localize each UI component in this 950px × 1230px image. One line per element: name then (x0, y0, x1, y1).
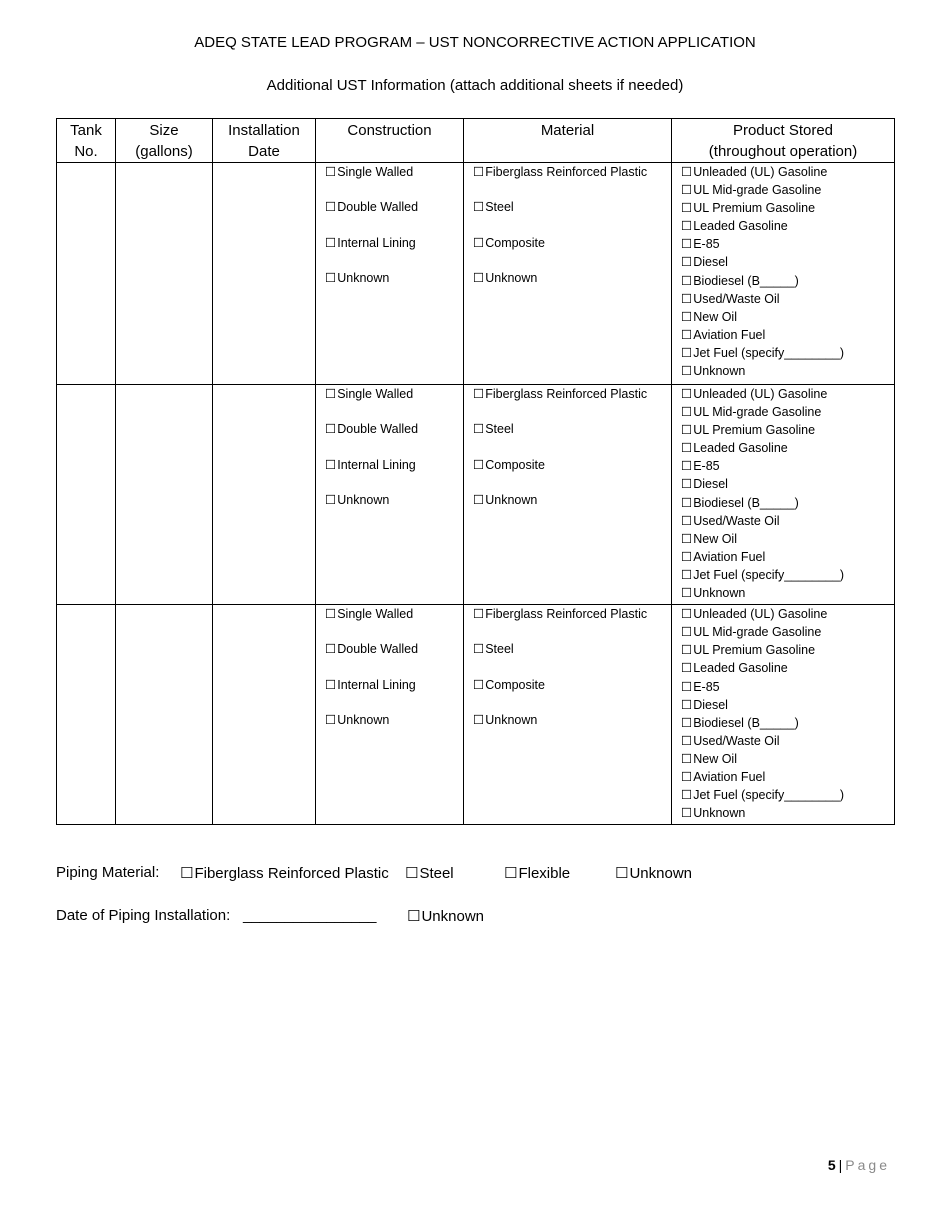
checkbox-icon: ☐ (681, 643, 693, 658)
checkbox-icon: ☐ (681, 607, 693, 622)
product-option[interactable]: ☐New Oil (681, 309, 737, 324)
header-size: Size (gallons) (116, 119, 213, 163)
checkbox-icon: ☐ (681, 697, 693, 712)
document-title: ADEQ STATE LEAD PROGRAM – UST NONCORRECTIVE ACTION APPLICATION (194, 34, 756, 51)
checkbox-icon: ☐ (473, 235, 485, 250)
material-option[interactable]: ☐Fiberglass Reinforced Plastic (473, 607, 648, 622)
product-option[interactable]: ☐New Oil (681, 751, 737, 766)
construction-cell (316, 385, 464, 605)
product-option[interactable]: ☐Used/Waste Oil (681, 291, 780, 306)
header-installation-date: Installation Date (213, 119, 316, 163)
product-option[interactable]: ☐Unleaded (UL) Gasoline (681, 165, 828, 179)
material-option[interactable]: ☐Steel (473, 642, 514, 657)
header-construction: Construction (316, 119, 464, 163)
construction-option[interactable]: ☐Unknown (325, 270, 390, 285)
product-option[interactable]: ☐Unknown (681, 364, 746, 379)
material-cell (464, 385, 672, 605)
construction-option[interactable]: ☐Single Walled (325, 387, 414, 401)
checkbox-icon: ☐ (681, 183, 693, 198)
product-option[interactable]: ☐Biodiesel (B_____) (681, 715, 799, 730)
product-option[interactable]: ☐Biodiesel (B_____) (681, 495, 799, 510)
checkbox-icon: ☐ (504, 865, 518, 882)
material-option[interactable]: ☐Fiberglass Reinforced Plastic (473, 387, 648, 401)
product-option[interactable]: ☐UL Premium Gasoline (681, 201, 816, 216)
construction-option[interactable]: ☐Double Walled (325, 422, 419, 437)
checkbox-icon: ☐ (681, 715, 693, 730)
header-material: Material (464, 119, 672, 163)
checkbox-icon: ☐ (473, 607, 485, 622)
product-option[interactable]: ☐UL Premium Gasoline (681, 643, 816, 658)
size-cell[interactable] (116, 385, 213, 605)
checkbox-icon: ☐ (681, 531, 693, 546)
material-option[interactable]: ☐Composite (473, 235, 545, 250)
piping-material-label: Piping Material: (56, 864, 160, 881)
checkbox-icon: ☐ (180, 865, 194, 882)
checkbox-icon: ☐ (473, 713, 485, 728)
construction-cell (316, 163, 464, 385)
product-option[interactable]: ☐Aviation Fuel (681, 327, 766, 342)
checkbox-icon: ☐ (325, 642, 337, 657)
product-option[interactable]: ☐Jet Fuel (specify________) (681, 345, 844, 360)
table-row (57, 385, 895, 605)
header-product-stored: Product Stored (throughout operation) (672, 119, 895, 163)
construction-cell (316, 605, 464, 825)
checkbox-icon: ☐ (473, 270, 485, 285)
piping-option-steel[interactable]: ☐Steel (405, 865, 454, 882)
checkbox-icon: ☐ (681, 423, 693, 438)
checkbox-icon: ☐ (681, 567, 693, 582)
construction-option[interactable]: ☐Single Walled (325, 607, 414, 622)
checkbox-icon: ☐ (325, 607, 337, 622)
tank-no-cell[interactable] (57, 163, 116, 385)
checkbox-icon: ☐ (681, 219, 693, 234)
material-option[interactable]: ☐Steel (473, 200, 514, 215)
checkbox-icon: ☐ (681, 405, 693, 420)
installation-date-cell[interactable] (213, 385, 316, 605)
page-word: Page (845, 1157, 890, 1173)
checkbox-icon: ☐ (681, 549, 693, 564)
product-option[interactable]: ☐Biodiesel (B_____) (681, 273, 799, 288)
checkbox-icon: ☐ (681, 345, 693, 360)
installation-date-cell[interactable] (213, 605, 316, 825)
checkbox-icon: ☐ (473, 457, 485, 472)
checkbox-icon: ☐ (681, 273, 693, 288)
checkbox-icon: ☐ (681, 495, 693, 510)
checkbox-icon: ☐ (325, 200, 337, 215)
checkbox-icon: ☐ (681, 477, 693, 492)
construction-option[interactable]: ☐Internal Lining (325, 457, 416, 472)
product-option[interactable]: ☐Unleaded (UL) Gasoline (681, 607, 828, 622)
checkbox-icon: ☐ (681, 387, 693, 401)
checkbox-icon: ☐ (473, 677, 485, 692)
construction-option[interactable]: ☐Single Walled (325, 165, 414, 179)
material-cell (464, 163, 672, 385)
checkbox-icon: ☐ (325, 270, 337, 285)
checkbox-icon: ☐ (473, 387, 485, 401)
product-option[interactable]: ☐E-85 (681, 237, 720, 252)
product-option[interactable]: ☐Used/Waste Oil (681, 513, 780, 528)
product-option[interactable]: ☐Leaded Gasoline (681, 441, 788, 456)
checkbox-icon: ☐ (473, 492, 485, 507)
material-option[interactable]: ☐Steel (473, 422, 514, 437)
checkbox-icon: ☐ (681, 788, 693, 803)
product-option[interactable]: ☐Diesel (681, 477, 728, 492)
checkbox-icon: ☐ (473, 422, 485, 437)
page-number: 5 (827, 1157, 836, 1173)
product-stored-cell (672, 385, 895, 605)
checkbox-icon: ☐ (681, 291, 693, 306)
piping-option-unknown[interactable]: ☐Unknown (615, 865, 692, 882)
product-option[interactable]: ☐New Oil (681, 531, 737, 546)
header-tank-no: Tank No. (57, 119, 116, 163)
construction-option[interactable]: ☐Unknown (325, 713, 390, 728)
material-option[interactable]: ☐Composite (473, 457, 545, 472)
product-option[interactable]: ☐Jet Fuel (specify________) (681, 567, 844, 582)
checkbox-icon: ☐ (681, 661, 693, 676)
checkbox-icon: ☐ (681, 165, 693, 179)
checkbox-icon: ☐ (681, 751, 693, 766)
ust-info-table (56, 118, 895, 825)
checkbox-icon: ☐ (473, 642, 485, 657)
product-option[interactable]: ☐Used/Waste Oil (681, 733, 780, 748)
product-option[interactable]: ☐E-85 (681, 679, 720, 694)
product-option[interactable]: ☐Aviation Fuel (681, 549, 766, 564)
piping-date-unknown[interactable]: ☐Unknown (407, 908, 484, 925)
material-option[interactable]: ☐Unknown (473, 270, 538, 285)
product-option[interactable]: ☐E-85 (681, 459, 720, 474)
table-row (57, 605, 895, 825)
checkbox-icon: ☐ (681, 679, 693, 694)
material-cell (464, 605, 672, 825)
product-option[interactable]: ☐UL Mid-grade Gasoline (681, 625, 822, 640)
page-separator: | (838, 1157, 843, 1173)
material-option[interactable]: ☐Unknown (473, 492, 538, 507)
product-option[interactable]: ☐Unknown (681, 806, 746, 821)
checkbox-icon: ☐ (681, 309, 693, 324)
checkbox-icon: ☐ (681, 733, 693, 748)
checkbox-icon: ☐ (325, 235, 337, 250)
product-option[interactable]: ☐Leaded Gasoline (681, 219, 788, 234)
page-number-footer (828, 1157, 890, 1173)
material-option[interactable]: ☐Composite (473, 677, 545, 692)
checkbox-icon: ☐ (681, 625, 693, 640)
document-subtitle: Additional UST Information (attach additional sheets if needed) (266, 77, 684, 94)
checkbox-icon: ☐ (325, 677, 337, 692)
piping-date-field[interactable]: ________________ (243, 907, 377, 924)
tank-no-cell[interactable] (57, 385, 116, 605)
tank-no-cell[interactable] (57, 605, 116, 825)
product-option[interactable]: ☐Diesel (681, 255, 728, 270)
checkbox-icon: ☐ (325, 422, 337, 437)
product-stored-cell (672, 605, 895, 825)
checkbox-icon: ☐ (325, 492, 337, 507)
checkbox-icon: ☐ (681, 513, 693, 528)
size-cell[interactable] (116, 163, 213, 385)
checkbox-icon: ☐ (681, 769, 693, 784)
material-option[interactable]: ☐Unknown (473, 713, 538, 728)
product-option[interactable]: ☐Unknown (681, 586, 746, 601)
construction-option[interactable]: ☐Unknown (325, 492, 390, 507)
piping-option-flexible[interactable]: ☐Flexible (504, 865, 571, 882)
piping-option-fiberglass[interactable]: ☐Fiberglass Reinforced Plastic (180, 865, 389, 882)
checkbox-icon: ☐ (681, 255, 693, 270)
material-option[interactable]: ☐Fiberglass Reinforced Plastic (473, 165, 648, 179)
checkbox-icon: ☐ (325, 713, 337, 728)
checkbox-icon: ☐ (325, 387, 337, 401)
checkbox-icon: ☐ (681, 806, 693, 821)
checkbox-icon: ☐ (681, 364, 693, 379)
construction-option[interactable]: ☐Double Walled (325, 200, 419, 215)
product-option[interactable]: ☐Diesel (681, 697, 728, 712)
table-header-row (57, 119, 895, 163)
checkbox-icon: ☐ (325, 457, 337, 472)
construction-option[interactable]: ☐Internal Lining (325, 235, 416, 250)
checkbox-icon: ☐ (681, 201, 693, 216)
product-option[interactable]: ☐Jet Fuel (specify________) (681, 788, 844, 803)
checkbox-icon: ☐ (407, 908, 421, 925)
product-option[interactable]: ☐Leaded Gasoline (681, 661, 788, 676)
size-cell[interactable] (116, 605, 213, 825)
checkbox-icon: ☐ (325, 165, 337, 179)
table-row (57, 163, 895, 385)
checkbox-icon: ☐ (681, 586, 693, 601)
construction-option[interactable]: ☐Internal Lining (325, 677, 416, 692)
checkbox-icon: ☐ (681, 441, 693, 456)
checkbox-icon: ☐ (405, 865, 419, 882)
checkbox-icon: ☐ (473, 165, 485, 179)
product-option[interactable]: ☐UL Premium Gasoline (681, 423, 816, 438)
checkbox-icon: ☐ (681, 327, 693, 342)
checkbox-icon: ☐ (681, 237, 693, 252)
checkbox-icon: ☐ (473, 200, 485, 215)
product-option[interactable]: ☐UL Mid-grade Gasoline (681, 405, 822, 420)
product-option[interactable]: ☐Unleaded (UL) Gasoline (681, 387, 828, 401)
checkbox-icon: ☐ (681, 459, 693, 474)
checkbox-icon: ☐ (615, 865, 629, 882)
piping-date-label: Date of Piping Installation: (56, 907, 231, 924)
construction-option[interactable]: ☐Double Walled (325, 642, 419, 657)
installation-date-cell[interactable] (213, 163, 316, 385)
product-option[interactable]: ☐UL Mid-grade Gasoline (681, 183, 822, 198)
product-stored-cell (672, 163, 895, 385)
product-option[interactable]: ☐Aviation Fuel (681, 769, 766, 784)
